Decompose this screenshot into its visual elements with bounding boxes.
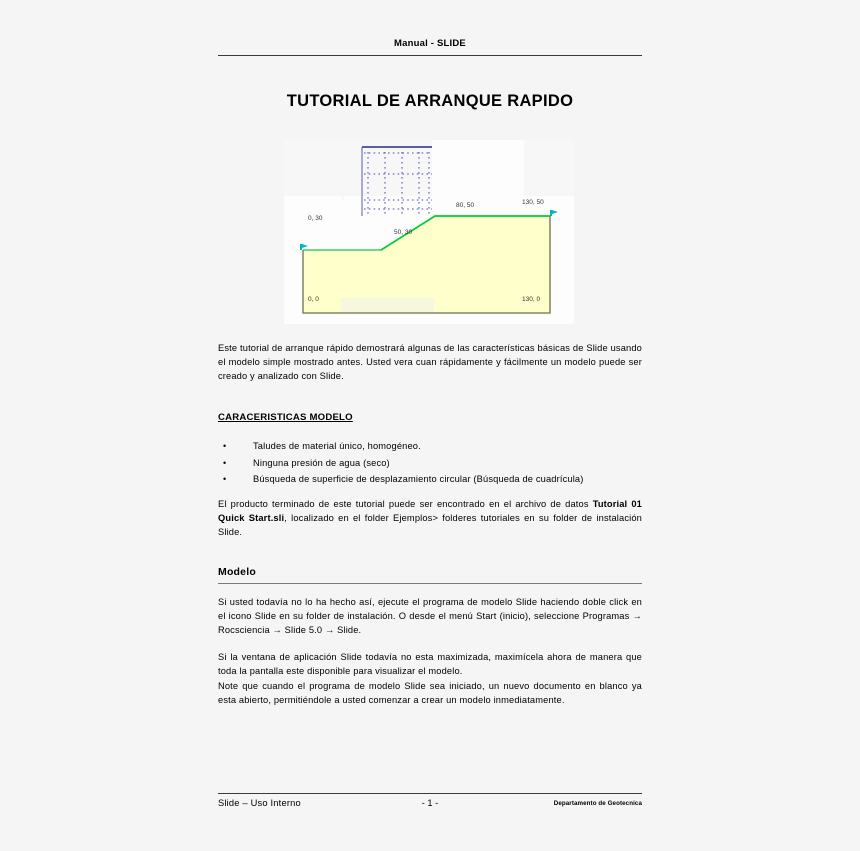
product-paragraph-part2: , localizado en el folder Ejemplos> folderes tutoriales en su folder de instalación Slide. xyxy=(218,513,642,538)
intro-paragraph: Este tutorial de arranque rápido demostrará algunas de las características básicas de Slide usando el modelo simple mostrado antes. Usted vera cuan rápidamente y fácilmente un modelo puede ser creado y analizado con Slide. xyxy=(218,343,642,382)
page-footer xyxy=(218,798,642,812)
running-header: Manual - SLIDE xyxy=(394,38,466,49)
list-item-label: Ninguna presión de agua (seco) xyxy=(253,457,390,468)
footer-right-text: Departamento de Geotecnica xyxy=(553,800,642,807)
slide-model-figure xyxy=(284,140,574,324)
features-heading: CARACERISTICAS MODELO xyxy=(218,412,353,423)
modelo-paragraph-1: Si usted todavía no lo ha hecho así, ejecute el programa de modelo Slide haciendo doble click en el icono Slide en su folder de instalación. O desde el menú Start (inicio), seleccione Programas → Rocsciencia → Slide 5.0 → Slide. xyxy=(218,597,642,636)
svg-text:0, 30: 0, 30 xyxy=(308,215,323,222)
bullet-icon: • xyxy=(223,457,227,468)
modelo-heading-divider xyxy=(218,583,642,584)
list-item-label: Taludes de material único, homogéneo. xyxy=(253,441,421,451)
page-number: - 1 - xyxy=(421,798,439,808)
list-item xyxy=(218,455,642,472)
page-content-column xyxy=(218,0,642,851)
svg-text:0, 0: 0, 0 xyxy=(308,296,319,303)
svg-text:130, 0: 130, 0 xyxy=(522,296,541,303)
svg-text:50, 30: 50, 30 xyxy=(394,229,413,236)
product-paragraph xyxy=(218,497,642,540)
list-item xyxy=(218,438,642,455)
modelo-paragraph-2: Si la ventana de aplicación Slide todavía no esta maximizada, maximícela ahora de manera que toda la pantalla este disponible para visualizar el modelo. xyxy=(218,652,642,677)
footer-left-text: Slide – Uso Interno xyxy=(218,798,301,808)
modelo-paragraph-3: Note que cuando el programa de modelo Slide sea iniciado, un nuevo documento en blanco ya esta abierto, permitiéndole a usted comenzar a crear un modelo inmediatamente. xyxy=(218,681,642,706)
footer-divider xyxy=(218,793,642,794)
svg-text:130, 50: 130, 50 xyxy=(522,199,544,206)
header-divider xyxy=(218,55,642,56)
features-list xyxy=(218,438,642,488)
list-item xyxy=(218,471,642,488)
product-paragraph-part1: El producto terminado de este tutorial puede ser encontrado en el archivo de datos xyxy=(218,499,593,509)
svg-text:80, 50: 80, 50 xyxy=(456,202,475,209)
bullet-icon: • xyxy=(223,441,227,451)
bullet-icon: • xyxy=(223,474,227,484)
page-title: TUTORIAL DE ARRANQUE RAPIDO xyxy=(286,92,574,110)
modelo-heading: Modelo xyxy=(218,566,256,578)
product-file-name: Tutorial 01 Quick Start.sli xyxy=(218,499,642,524)
list-item-label: Búsqueda de superficie de desplazamiento circular (Búsqueda de cuadrícula) xyxy=(253,474,584,484)
